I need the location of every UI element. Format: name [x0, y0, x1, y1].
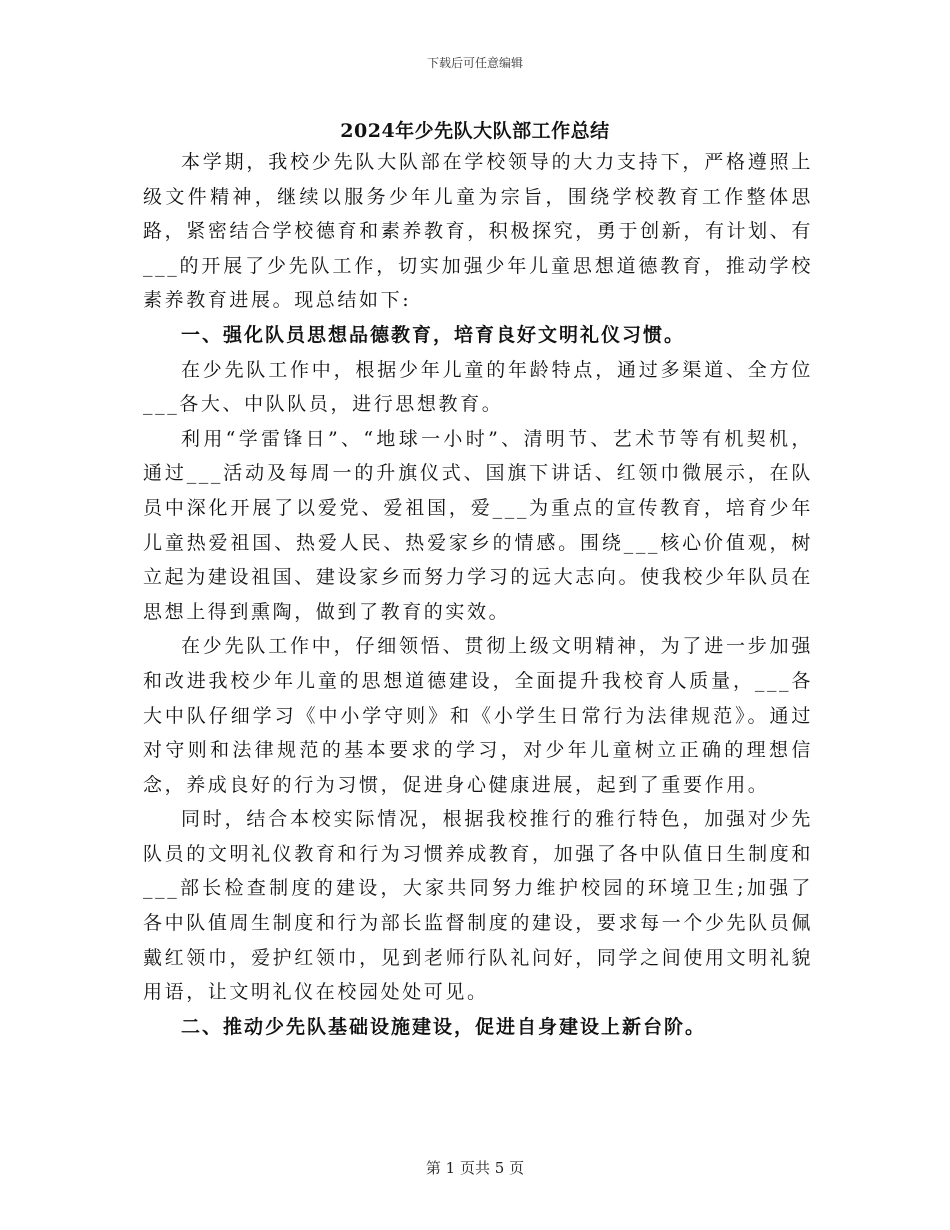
paragraph: 利用“学雷锋日”、“地球一小时”、清明节、艺术节等有机契机，通过___活动及每周一的升旗仪式、国旗下讲话、红领巾微展示，在队员中深化开展了以爱党、爱祖国，爱___为重点的宣传教育，培育少年儿童热爱祖国、热爱人民、热爱家乡的情感。围绕___核心价值观，树立起为建设祖国、建设家乡而努力学习的远大志向。使我校少年队员在思想上得到熏陶，做到了教育的实效。	[143, 427, 813, 623]
paragraph: 在少先队工作中，仔细领悟、贯彻上级文明精神，为了进一步加强和改进我校少年儿童的思想道德建设，全面提升我校育人质量，___各大中队仔细学习《中小学守则》和《小学生日常行为法律规范》。通过对守则和法律规范的基本要求的学习，对少年儿童树立正确的理想信念，养成良好的行为习惯，促进身心健康进展，起到了重要作用。	[143, 635, 813, 796]
header-note: 下载后可任意编辑	[426, 56, 523, 70]
section-heading-2: 二、推动少先队基础设施建设，促进自身建设上新台阶。	[181, 1015, 707, 1038]
page-number: 第 1 页共 5 页	[425, 1159, 525, 1177]
document-body	[143, 145, 813, 1044]
paragraph: 在少先队工作中，根据少年儿童的年龄特点，通过多渠道、全方位___各大、中队队员，进行思想教育。	[143, 358, 813, 416]
section-heading-1: 一、强化队员思想品德教育，培育良好文明礼仪习惯。	[181, 323, 686, 346]
paragraph-intro: 本学期，我校少先队大队部在学校领导的大力支持下，严格遵照上级文件精神，继续以服务少年儿童为宗旨，围绕学校教育工作整体思路，紧密结合学校德育和素养教育，积极探究，勇于创新，有计划、有___的开展了少先队工作，切实加强少年儿童思想道德教育，推动学校素养教育进展。现总结如下:	[143, 151, 813, 312]
document-title: 2024年少先队大队部工作总结	[340, 120, 610, 142]
paragraph: 同时，结合本校实际情况，根据我校推行的雅行特色，加强对少先队员的文明礼仪教育和行为习惯养成教育，加强了各中队值日生制度和___部长检查制度的建设，大家共同努力维护校园的环境卫生;加强了各中队值周生制度和行为部长监督制度的建设，要求每一个少先队员佩戴红领巾，爱护红领巾，见到老师行队礼问好，同学之间使用文明礼貌用语，让文明礼仪在校园处处可见。	[143, 808, 813, 1004]
